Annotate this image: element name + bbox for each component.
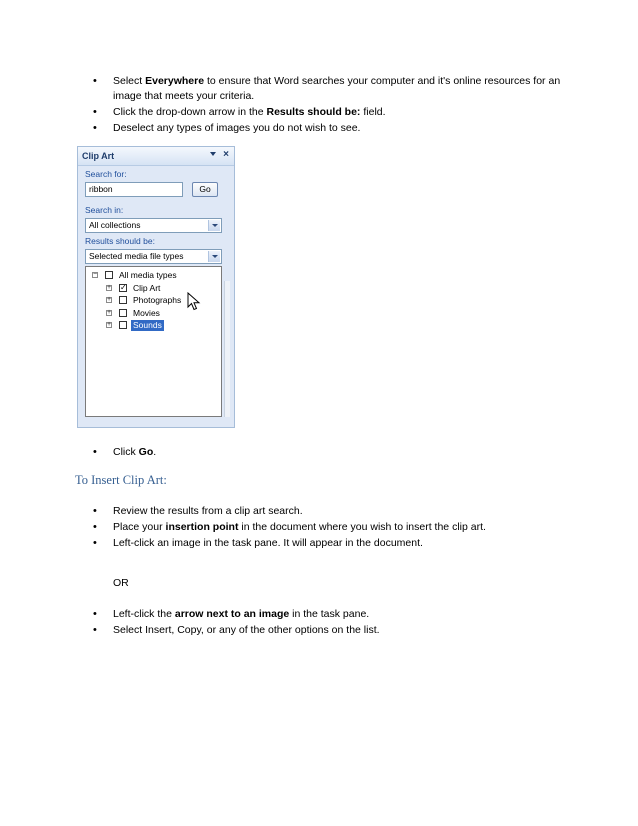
list-item: • Select Insert, Copy, or any of the other options on the list. [93, 624, 380, 636]
results-select[interactable] [85, 249, 222, 264]
search-for-label: Search for: [85, 169, 127, 179]
list-item: • Left-click an image in the task pane. It will appear in the document. [93, 537, 423, 549]
list-item: • Click the drop-down arrow in the Results should be: field. [93, 105, 386, 118]
media-types-tree [85, 266, 222, 417]
search-in-label: Search in: [85, 205, 124, 215]
list-item: • Select Everywhere to ensure that Word searches your computer and it's online resources for an image that meets your criteria. [93, 75, 561, 102]
section-heading: To Insert Clip Art: [75, 473, 167, 487]
tree-item-label: Photographs [133, 295, 182, 305]
list-item: • Deselect any types of images you do not wish to see. [93, 121, 361, 134]
instruction-list-search [0, 74, 638, 137]
list-item: • Left-click the arrow next to an image in the task pane. [93, 608, 370, 620]
instruction-list-insert [0, 504, 638, 552]
instruction-list-alternative [0, 607, 638, 639]
tree-item-label: All media types [119, 270, 177, 280]
expand-icon[interactable]: + [107, 296, 112, 303]
chevron-down-icon[interactable] [208, 220, 220, 231]
expand-icon[interactable]: + [107, 321, 112, 328]
pane-title-bar [78, 147, 234, 166]
list-item: • Click Go. [93, 446, 157, 458]
search-input[interactable]: ribbon [85, 182, 183, 197]
tree-item-label-selected: Sounds [133, 320, 162, 330]
list-item: • Place your insertion point in the document where you wish to insert the clip art. [93, 521, 486, 533]
tree-item-label: Clip Art [133, 282, 161, 293]
list-item: • Review the results from a clip art search. [93, 505, 303, 517]
instruction-list-go [0, 445, 638, 460]
pane-menu-dropdown-icon[interactable] [210, 152, 216, 156]
search-in-select[interactable] [85, 218, 222, 233]
expand-icon[interactable]: + [107, 308, 112, 316]
checkbox-icon[interactable] [105, 271, 113, 279]
results-value: Selected media file types [89, 251, 184, 261]
clip-art-task-pane [77, 146, 235, 428]
checkbox-icon[interactable] [119, 321, 127, 329]
pane-scrollbar[interactable] [224, 281, 230, 417]
or-separator: OR [113, 577, 129, 589]
expand-icon[interactable]: + [107, 283, 112, 291]
checkbox-icon[interactable] [119, 296, 127, 304]
collapse-icon[interactable]: − [93, 271, 98, 278]
search-in-value: All collections [89, 220, 141, 230]
tree-item-label: Movies [133, 307, 160, 318]
pane-title: Clip Art [82, 151, 115, 161]
checkbox-checked-icon[interactable]: ✓ [120, 282, 127, 292]
checkbox-icon[interactable] [119, 309, 127, 317]
results-label: Results should be: [85, 236, 155, 246]
go-button[interactable]: Go [192, 182, 218, 197]
chevron-down-icon[interactable] [208, 251, 220, 262]
close-icon[interactable]: × [223, 149, 229, 160]
mouse-pointer-icon [187, 292, 201, 312]
